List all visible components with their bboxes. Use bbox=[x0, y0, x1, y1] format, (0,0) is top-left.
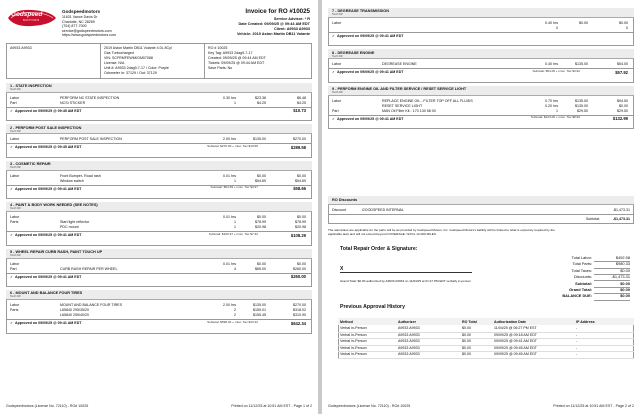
approval-row-divider bbox=[338, 345, 634, 346]
totals-label: BALANCE DUE: bbox=[562, 293, 592, 299]
footer-right: Printed on 11/12/25 at 10:51 AM EST - Page 1 of 2 bbox=[231, 403, 312, 408]
company-phone: (704) 877-7000 bbox=[62, 24, 87, 28]
line-total: $270.00 bbox=[293, 137, 306, 142]
signature-note: Grand Total: $0.00 authorized by A9933 A9933 on 11/04/25 at 01:27 PM EDT verbally in-person bbox=[340, 279, 471, 283]
totals-value: $492.98 bbox=[615, 255, 630, 260]
section-divider bbox=[6, 143, 312, 144]
line-rate: $78.99 bbox=[255, 220, 266, 225]
approval-cell: Verbal in-Person bbox=[340, 352, 367, 356]
date-created: Date Created: 09/09/25 @ 09:44 AM EDT bbox=[238, 22, 310, 26]
line-type: Part bbox=[332, 109, 339, 113]
section-approved: Approved on 09/09/25 @ 09:41 AM EDT bbox=[337, 116, 404, 121]
totals-label: Subtotal: bbox=[575, 280, 592, 286]
line-total: $54.00 bbox=[617, 62, 628, 67]
section-title: 1 - STATE INSPECTION bbox=[10, 84, 52, 89]
totals-label: Total Taxes: bbox=[571, 267, 592, 273]
approval-column-header: IP Address bbox=[576, 319, 595, 324]
section-title: 5 - WHEEL REPAIR CURB RASH, PAINT TOUCH UP bbox=[10, 249, 103, 254]
line-type: Part bbox=[10, 101, 17, 106]
approved-check-icon: ✓ bbox=[10, 109, 14, 113]
signature-line[interactable] bbox=[340, 272, 472, 273]
line-total: $78.99 bbox=[295, 220, 306, 225]
approval-cell: 09/09/25 @ 09:18 AM EDT bbox=[494, 332, 538, 337]
approved-check-icon: ✓ bbox=[332, 116, 336, 121]
line-description: Front Bumper- Road rash bbox=[60, 173, 101, 178]
section-tech: Tech:## bbox=[332, 90, 343, 94]
line-description: CURB RASH REPAIR PER WHEEL bbox=[60, 266, 118, 271]
logo-subtext: MOTORS bbox=[23, 17, 40, 22]
approval-cell: - bbox=[576, 326, 578, 330]
line-type: Labor bbox=[10, 261, 20, 266]
line-description: MAN Oil Filter Kit - 170 130 58 00 bbox=[382, 109, 436, 113]
invoice-page-1 bbox=[0, 0, 318, 414]
line-total: $318.02 bbox=[293, 308, 306, 313]
section-subtotal: $10.73 bbox=[293, 108, 306, 114]
ro-detail-line: Tickets: 09/09/25 @ 09:44 AM EDT bbox=[208, 61, 265, 65]
line-total: $0.00 bbox=[297, 215, 306, 219]
discount-label: Discount bbox=[332, 208, 346, 212]
line-description: L65840 255/40/20 bbox=[60, 313, 89, 318]
section-subtotal: $108.29 bbox=[290, 232, 306, 238]
line-quantity: 0.30 hrs bbox=[223, 96, 236, 100]
approval-cell: Verbal in-Person bbox=[340, 326, 367, 330]
line-quantity: 4 bbox=[234, 266, 236, 271]
invoice-title: Invoice for RO #10025 bbox=[245, 8, 310, 15]
totals-label: Discounts: bbox=[573, 274, 592, 280]
company-address-1: 11631 Vance Davis Dr bbox=[62, 15, 98, 19]
warranty-line-2: applicable laws and will not extend beyond COVERAGE / EXCL 12,000 MILES. bbox=[328, 232, 437, 236]
line-rate: $0.00 bbox=[257, 261, 266, 266]
approval-cell: - bbox=[576, 332, 578, 337]
line-description: REPLACE ENGINE OIL - FILTER TOP OFF ALL FLUIDS bbox=[382, 98, 473, 103]
approved-check-icon: ✓ bbox=[10, 233, 14, 238]
line-quantity: 2.00 hrs bbox=[223, 303, 236, 307]
totals-label: Grand Total: bbox=[569, 287, 592, 292]
footer-right-p2: Printed on 11/12/25 at 10:51 AM EST - Page 2 of 2 bbox=[553, 403, 634, 408]
line-quantity: 1 bbox=[234, 225, 236, 230]
service-advisor: Service Advisor: * R bbox=[273, 17, 310, 21]
line-total: $310.90 bbox=[293, 313, 306, 318]
section-title: 9 - PERFORM ENGINE OIL AND FILTER SERVICE / RESET SERVICE LIGHT bbox=[332, 86, 467, 91]
line-quantity: 2 bbox=[234, 308, 236, 313]
vehicle-detail-line: Unit #: A9933 2dag9-7-17 / Color: Purple bbox=[104, 66, 169, 70]
line-quantity: 1 bbox=[556, 109, 558, 113]
footer-left: Godspeedmotors (License No. 72110) - RO# 10025 bbox=[6, 403, 89, 408]
approval-cell: Verbal in-Person bbox=[340, 345, 367, 350]
line-rate: $0.00 bbox=[579, 21, 588, 25]
approval-cell: $0.00 bbox=[462, 326, 471, 330]
section-subtotal: $132.99 bbox=[612, 116, 628, 122]
approval-row-divider bbox=[338, 358, 634, 359]
approval-cell: 11/04/25 @ 06:27 PM EST bbox=[494, 326, 537, 330]
line-description: DEGREASE ENGINE bbox=[382, 62, 417, 67]
discount-subtotal: -$1,473.31 bbox=[612, 217, 630, 221]
section-tech: Tech:## bbox=[10, 206, 21, 211]
approval-cell: A9933 A9933 bbox=[398, 345, 420, 350]
section-tech: Tech:## bbox=[10, 253, 21, 257]
section-subtotal: $57.92 bbox=[615, 69, 628, 75]
line-quantity: 0 bbox=[556, 26, 558, 31]
line-rate: $0.00 bbox=[257, 215, 266, 219]
discount-subtotal-label: Subtotal: bbox=[585, 217, 600, 221]
line-quantity: 2.00 hrs bbox=[223, 137, 236, 142]
approval-cell: $0.00 bbox=[462, 332, 471, 337]
vehicle-detail-line: VIN: SCFRMFEW6KGM07088 bbox=[104, 56, 153, 60]
line-rate: $65.00 bbox=[255, 266, 266, 271]
line-type: Part bbox=[10, 266, 17, 271]
section-tech: Tech:## bbox=[10, 87, 21, 92]
line-total: $0.00 bbox=[297, 173, 306, 178]
approval-cell: 09/09/25 @ 09:45 AM EDT bbox=[494, 352, 538, 356]
section-approved: Approved on 09/09/25 @ 09:41 AM EDT bbox=[337, 70, 404, 75]
section-title: 4 - PAINT & BODY WORK NEEDED (SEE NOTES) bbox=[10, 203, 98, 208]
line-type: Labor bbox=[10, 303, 20, 307]
section-subtotal: $289.58 bbox=[290, 144, 306, 150]
line-type: Labor bbox=[10, 137, 20, 142]
section-divider bbox=[328, 68, 634, 69]
footer-left-p2: Godspeedmotors (License No. 72110) - RO# 10025 bbox=[328, 403, 411, 408]
line-type: Parts bbox=[10, 220, 19, 225]
line-quantity: 1 bbox=[234, 101, 236, 106]
totals-value: $0.00 bbox=[620, 287, 630, 292]
section-subtotal: $260.00 bbox=[290, 274, 306, 279]
approval-row-divider bbox=[338, 351, 634, 352]
section-title: 6 - MOUNT AND BALANCE FOUR TIRES bbox=[10, 291, 83, 296]
line-rate: $135.00 bbox=[253, 137, 266, 142]
section-subtotal-note: Subtotal: $270.00 + misc. Tax $19.58 bbox=[207, 143, 258, 148]
approval-cell: A9933 A9933 bbox=[398, 352, 420, 356]
section-approved: Approved on 09/09/25 @ 09:45 AM EDT bbox=[15, 145, 82, 150]
company-website[interactable]: https://www.godspeedmotors.com bbox=[62, 33, 116, 37]
section-subtotal-note: Subtotal: $124.00 + misc. Tax $8.99 bbox=[530, 115, 580, 120]
section-title: 8 - DEGREASE ENGINE bbox=[332, 50, 375, 55]
line-rate: $4.25 bbox=[257, 101, 266, 106]
section-approved: Approved on 09/09/25 @ 09:41 AM EDT bbox=[15, 274, 82, 279]
section-approved: Approved on 09/09/25 @ 09:41 AM EDT bbox=[15, 233, 82, 238]
section-tech: Tech:## bbox=[332, 12, 343, 17]
line-total: 0 bbox=[626, 26, 628, 31]
line-type: Labor bbox=[332, 62, 342, 67]
approval-column-header: RO Total bbox=[462, 319, 477, 324]
line-total: $0.00 bbox=[619, 21, 628, 25]
approval-column-header: Method bbox=[340, 319, 353, 324]
line-type: Parts bbox=[10, 308, 19, 313]
line-rate: $54.69 bbox=[255, 178, 266, 183]
customer-name: A9933 A9933 bbox=[10, 46, 32, 50]
line-quantity: 0.01 hrs bbox=[223, 261, 236, 266]
approval-row-divider bbox=[338, 338, 634, 339]
client-name: Client: A9933 A9933 bbox=[273, 27, 310, 31]
line-type: Labor bbox=[10, 173, 20, 178]
section-approved: Approved on 09/09/25 @ 09:41 AM EDT bbox=[15, 321, 82, 326]
line-rate: $20.98 bbox=[255, 225, 266, 230]
line-total: $0.00 bbox=[619, 103, 628, 108]
invoice-page-2 bbox=[322, 0, 640, 414]
section-divider bbox=[6, 185, 312, 186]
line-rate: $159.01 bbox=[253, 308, 266, 313]
section-divider bbox=[6, 231, 312, 232]
line-quantity: 1 bbox=[234, 220, 236, 225]
totals-heading: Total Repair Order & Signature: bbox=[340, 246, 418, 252]
section-tech: Tech:## bbox=[10, 294, 21, 299]
warranty-line-1: The warranties are applicable for the parts will be as provided by Godspeed Motors, Inc. Godspeed Motors's liability will be limited to what is expressly required by the bbox=[328, 228, 555, 232]
line-quantity: 2 bbox=[234, 313, 236, 318]
line-type: Labor bbox=[10, 96, 20, 100]
section-divider bbox=[6, 273, 312, 274]
line-description: Start light reflector bbox=[60, 220, 90, 225]
line-quantity: 0.01 hrs bbox=[223, 215, 236, 219]
vehicle-summary: Vehicle: 2019 Aston Martin DB11 Volante bbox=[236, 32, 310, 36]
line-description: MOUNT AND BALANCE FOUR TIRES bbox=[60, 303, 122, 307]
line-total: $270.00 bbox=[293, 303, 306, 307]
vehicle-detail-line: Odometer In: 37129 / Out: 37129 bbox=[104, 71, 157, 75]
line-description: Window switch bbox=[60, 178, 84, 183]
line-total: $94.50 bbox=[617, 98, 628, 103]
line-total: $260.00 bbox=[293, 266, 306, 271]
line-total: $54.69 bbox=[295, 178, 306, 183]
section-tech: Tech:## bbox=[10, 128, 21, 133]
line-rate: $29.50 bbox=[577, 109, 588, 113]
approval-cell: $0.00 bbox=[462, 345, 471, 350]
section-tech: Tech:## bbox=[10, 165, 21, 169]
signature-x: X bbox=[340, 266, 344, 272]
totals-value: $0.00 bbox=[620, 293, 630, 299]
vehicle-detail-line: Gas Turbocharged bbox=[104, 51, 134, 55]
approval-cell: 09/09/25 @ 09:45 AM EDT bbox=[494, 345, 538, 350]
approval-cell: A9933 A9933 bbox=[398, 339, 420, 343]
totals-label: Total Parts: bbox=[572, 261, 592, 267]
totals-value: $0.00 bbox=[620, 280, 630, 286]
line-quantity: 0.40 hrs bbox=[545, 62, 558, 67]
approval-cell: Verbal in-Person bbox=[340, 332, 367, 337]
line-description: RESET SERVICE LIGHT bbox=[382, 103, 423, 108]
totals-value: -$1,473.31 bbox=[611, 274, 630, 280]
approved-check-icon: ✓ bbox=[10, 186, 14, 191]
approval-column-header: Authorization Date bbox=[494, 319, 526, 324]
section-divider bbox=[6, 319, 312, 320]
section-divider bbox=[328, 115, 634, 116]
line-rate: $155.45 bbox=[253, 313, 266, 318]
line-quantity: 1 bbox=[234, 178, 236, 183]
approval-cell: - bbox=[576, 339, 578, 343]
approval-cell: - bbox=[576, 345, 578, 350]
section-subtotal-note: Subtotal: $54.69 + misc. Tax $3.97 bbox=[210, 185, 258, 189]
ro-detail-line: RO # 10025 bbox=[208, 46, 228, 50]
approved-check-icon: ✓ bbox=[10, 321, 14, 326]
ro-detail-line: Key Tag: A9933 2dag9-7-17 bbox=[208, 51, 253, 55]
section-approved: Approved on 09/09/25 @ 09:41 AM EDT bbox=[337, 34, 404, 38]
section-subtotal: $58.66 bbox=[293, 186, 306, 191]
line-quantity: 0.40 hrs bbox=[545, 21, 558, 25]
approval-cell: A9933 A9933 bbox=[398, 332, 420, 337]
approval-cell: 09/09/25 @ 09:41 AM EDT bbox=[494, 339, 538, 343]
line-total: $4.25 bbox=[297, 101, 306, 106]
section-title: 7 - DEGREASE TRANSMISSION bbox=[332, 9, 389, 14]
line-quantity: 0.01 hrs bbox=[223, 173, 236, 178]
section-divider bbox=[6, 107, 312, 108]
approval-cell: $0.00 bbox=[462, 339, 471, 343]
section-subtotal-note: Subtotal: $598.92 + misc. Tax $43.42 bbox=[207, 319, 258, 324]
approval-cell: $0.00 bbox=[462, 352, 471, 356]
section-title: 3 - COSMETIC REPAIR bbox=[10, 161, 51, 166]
approval-cell: Verbal in-Person bbox=[340, 339, 367, 343]
line-description: L65840 295/35/20 bbox=[60, 308, 89, 313]
approval-history-heading: Previous Approval History bbox=[340, 304, 405, 310]
totals-divider bbox=[594, 300, 630, 301]
totals-value: $980.33 bbox=[615, 261, 630, 267]
discount-desc: GOODSPEED INTERNAL bbox=[362, 208, 404, 212]
approval-cell: A9933 A9933 bbox=[398, 326, 420, 330]
ro-detail-line: Created: 09/09/25 @ 09:44 AM EDT bbox=[208, 56, 266, 60]
line-description: PDC mount bbox=[60, 225, 79, 230]
line-total: $0.00 bbox=[297, 261, 306, 266]
section-title: 2 - PERFORM POST SALE INSPECTION bbox=[10, 125, 82, 130]
line-rate: $0.00 bbox=[257, 173, 266, 178]
line-type: Labor bbox=[10, 215, 20, 219]
company-name: Godspeedmotors bbox=[62, 9, 101, 14]
line-rate: $135.00 bbox=[575, 103, 588, 108]
company-address-2: Charlotte, NC 28269 bbox=[62, 19, 95, 24]
approval-cell: - bbox=[576, 352, 578, 356]
approved-check-icon: ✓ bbox=[10, 274, 14, 279]
discounts-title: RO Discounts bbox=[332, 198, 358, 202]
section-subtotal-note: Subtotal: $100.97 + misc. Tax $7.32 bbox=[208, 231, 258, 236]
section-divider bbox=[328, 32, 634, 33]
ro-detail-line: Save Parts: No bbox=[208, 66, 233, 70]
line-rate: $135.00 bbox=[575, 62, 588, 67]
section-subtotal-note: Subtotal: $54.00 + misc. Tax $3.92 bbox=[532, 68, 580, 73]
approval-row-divider bbox=[338, 332, 634, 333]
line-description: PERFORM POST SALE INSPECTION bbox=[60, 137, 122, 142]
section-tech: Tech:## bbox=[332, 53, 343, 58]
line-rate: $23.36 bbox=[255, 96, 266, 100]
line-total: $29.50 bbox=[617, 109, 628, 113]
line-quantity: 0.20 hrs bbox=[545, 103, 558, 108]
section-approved: Approved on 09/09/25 @ 09:41 AM EDT bbox=[15, 186, 82, 191]
line-description: NCSI STICKER bbox=[60, 101, 86, 106]
vehicle-detail-line: 2019 Aston Martin DB11 Volante 4.0L 8Cyl bbox=[104, 46, 172, 50]
section-subtotal: $642.34 bbox=[290, 320, 306, 326]
totals-label: Total Labor: bbox=[571, 255, 592, 260]
line-description: PERFORM NC STATE INSPECTION bbox=[60, 96, 120, 100]
totals-value: $0.00 bbox=[620, 267, 630, 273]
line-total: $6.48 bbox=[297, 96, 306, 100]
line-type: Labor bbox=[332, 98, 342, 103]
discount-value: -$1,473.31 bbox=[612, 208, 630, 212]
section-header bbox=[6, 161, 312, 171]
section-approved: Approved on 09/09/25 @ 09:45 AM EDT bbox=[15, 109, 82, 113]
line-rate: $135.00 bbox=[575, 98, 588, 103]
line-type: Labor bbox=[332, 21, 342, 25]
logo-text: Godspeed bbox=[11, 11, 43, 18]
line-total: $20.98 bbox=[295, 225, 306, 230]
approved-check-icon: ✓ bbox=[332, 34, 336, 38]
company-email[interactable]: service@godspeedmotors.com bbox=[62, 28, 112, 33]
approved-check-icon: ✓ bbox=[10, 145, 14, 150]
line-rate: $135.00 bbox=[253, 303, 266, 307]
vehicle-detail-line: License: N/A bbox=[104, 61, 125, 65]
approved-check-icon: ✓ bbox=[332, 70, 336, 75]
line-quantity: 0.70 hrs bbox=[545, 98, 558, 103]
approval-column-header: Authorizer bbox=[398, 319, 416, 324]
